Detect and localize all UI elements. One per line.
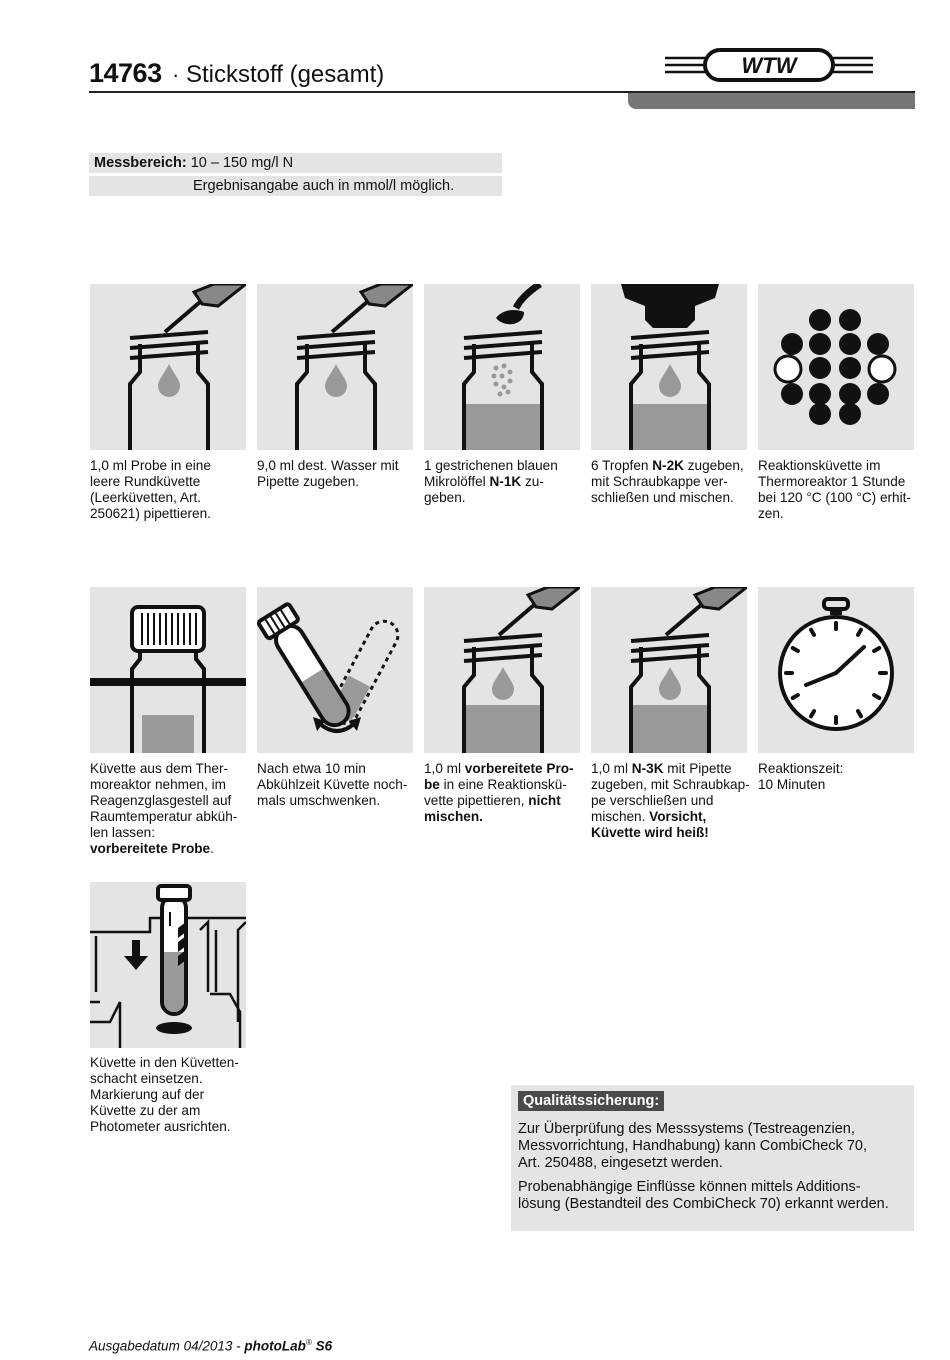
step-10-illustration [758,587,914,753]
step-2-illustration [257,284,413,450]
step-6-caption: Küvette aus dem Ther- moreaktor nehmen, im Reagenzglasgestell auf Raumtemperatur abküh- len lassen: vorbereitete Probe. [90,761,238,856]
step-3-illustration [424,284,580,450]
footer-product: photoLab [244,1338,306,1354]
step-8-illustration [424,587,580,753]
clock-tick [793,695,798,698]
logo-text: WTW [741,53,797,78]
header-accent-bar [628,93,915,109]
step-9-illustration [591,587,747,753]
document-number: 14763 [89,58,162,88]
footer-date: Ausgabedatum 04/2013 [89,1338,233,1354]
clock-tick [874,695,879,698]
step-4-caption: 6 Tropfen N-2K zugeben, mit Schraubkappe ver- schließen und mischen. [591,458,744,505]
step-3-caption: 1 gestrichenen blauen Mikrolöffel N-1K zu- geben. [424,458,558,505]
measuring-range [89,153,502,173]
clock-tick [811,711,814,716]
step-1-caption: 1,0 ml Probe in eine leere Rundküvette (Leerküvetten, Art. 250621) pipettieren. [90,458,211,521]
title-separator: · [172,62,180,87]
step-5-caption: Reaktionsküvette im Thermoreaktor 1 Stunde bei 120 °C (100 °C) erhit- zen. [758,458,911,521]
clock-tick [811,630,814,635]
step-7-caption: Nach etwa 10 min Abkühlzeit Küvette noch- mals umschwenken. [257,761,408,808]
quality-title: Qualitätssicherung: [518,1091,664,1111]
footer-dash: - [236,1338,241,1354]
step-11-caption: Küvette in den Küvetten- schacht einsetzen. Markierung auf der Küvette zu der am Photometer ausrichten. [90,1055,239,1134]
page-title: Stickstoff (gesamt) [186,61,385,88]
step-6-illustration [90,587,246,753]
step-1-illustration [90,284,246,450]
step-4-illustration [591,284,747,450]
step-9-caption: 1,0 ml N-3K mit Pipette zugeben, mit Schraubkap- pe verschließen und mischen. Vorsicht, Küvette wird heiß! [591,761,750,840]
step-7-illustration [257,587,413,753]
clock-tick [858,711,861,716]
step-5-illustration [758,284,914,450]
step-8-caption: 1,0 ml vorbereitete Pro- be in eine Reaktionskü- vette pipettieren, nicht mischen. [424,761,574,824]
footer: Ausgabedatum 04/2013 - photoLab® S6 [89,1338,333,1354]
range-value: 10 – 150 mg/l N [190,155,294,171]
quality-paragraph-1: Zur Überprüfung des Messsystems (Testreagenzien, Messvorrichtung, Handhabung) kann CombiCheck 70, Art. 250488, eingesetzt werden. [518,1121,867,1171]
step-11-illustration [90,882,246,1048]
step-10-caption: Reaktionszeit: 10 Minuten [758,761,844,792]
clock-tick [874,648,879,651]
range-label: Messbereich: [94,155,187,171]
step-2-caption: 9,0 ml dest. Wasser mit Pipette zugeben. [257,458,399,489]
quality-paragraph-2: Probenabhängige Einflüsse können mittels Additions- lösung (Bestandteil des CombiCheck 70) erkannt werden. [518,1179,889,1212]
range-note: Ergebnisangabe auch in mmol/l möglich. [89,176,502,196]
wtw-logo [665,46,873,84]
footer-model: S6 [315,1338,333,1354]
clock-tick [793,648,798,651]
clock-tick [858,630,861,635]
